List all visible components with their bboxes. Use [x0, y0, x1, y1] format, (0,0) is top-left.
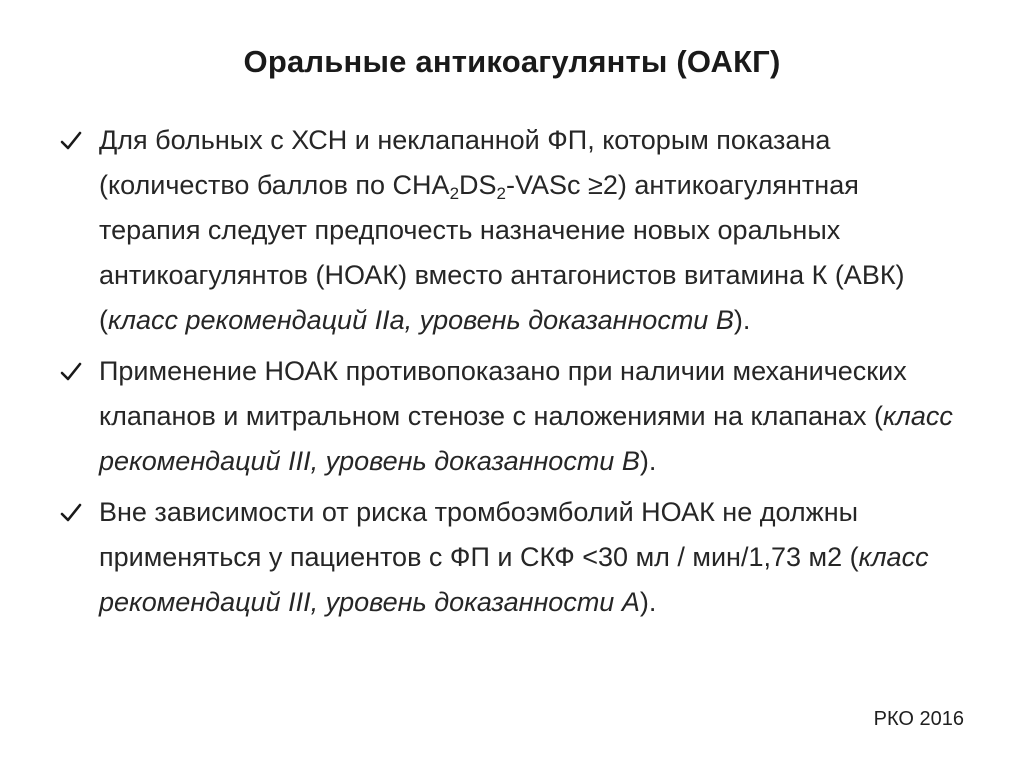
list-item — [60, 118, 965, 343]
slide-title: Оральные антикоагулянты (ОАКГ) — [243, 44, 781, 79]
source-footer: РКО 2016 — [873, 708, 964, 730]
subscript: 2 — [449, 184, 460, 203]
item-text-end: ). — [639, 446, 657, 476]
recommendation-class: класс рекомендаций III, уровень доказанности B — [99, 401, 953, 476]
item-text: -VASc ≥2) антикоагулянтная терапия следует предпочесть назначение новых оральных антикоагулянтов (НОАК) вместо антагонистов витамина К (АВК) ( — [99, 170, 905, 335]
recommendation-class: класс рекомендаций IIa, уровень доказанности B — [108, 305, 734, 335]
list-item — [60, 490, 965, 625]
checkmark-icon — [60, 349, 90, 394]
list-item — [60, 349, 965, 484]
item-text: Применение НОАК противопоказано при наличии механических клапанов и митральном стенозе с наложениями на клапанах ( — [99, 356, 907, 431]
recommendation-class: класс рекомендаций III, уровень доказанности A — [99, 542, 929, 617]
recommendation-list — [60, 118, 965, 631]
item-text: Вне зависимости от риска тромбоэмболий НОАК не должны применяться у пациентов с ФП и СКФ <30 мл / мин/1,73 м2 ( — [99, 497, 859, 572]
item-text: DS — [459, 170, 497, 200]
checkmark-icon — [60, 490, 90, 535]
checkmark-icon — [60, 118, 90, 163]
subscript: 2 — [496, 184, 507, 203]
item-text-end: ). — [639, 587, 657, 617]
item-text-end: ). — [733, 305, 751, 335]
item-text: Для больных с ХСН и неклапанной ФП, которым показана (количество баллов по CHA — [99, 125, 831, 200]
